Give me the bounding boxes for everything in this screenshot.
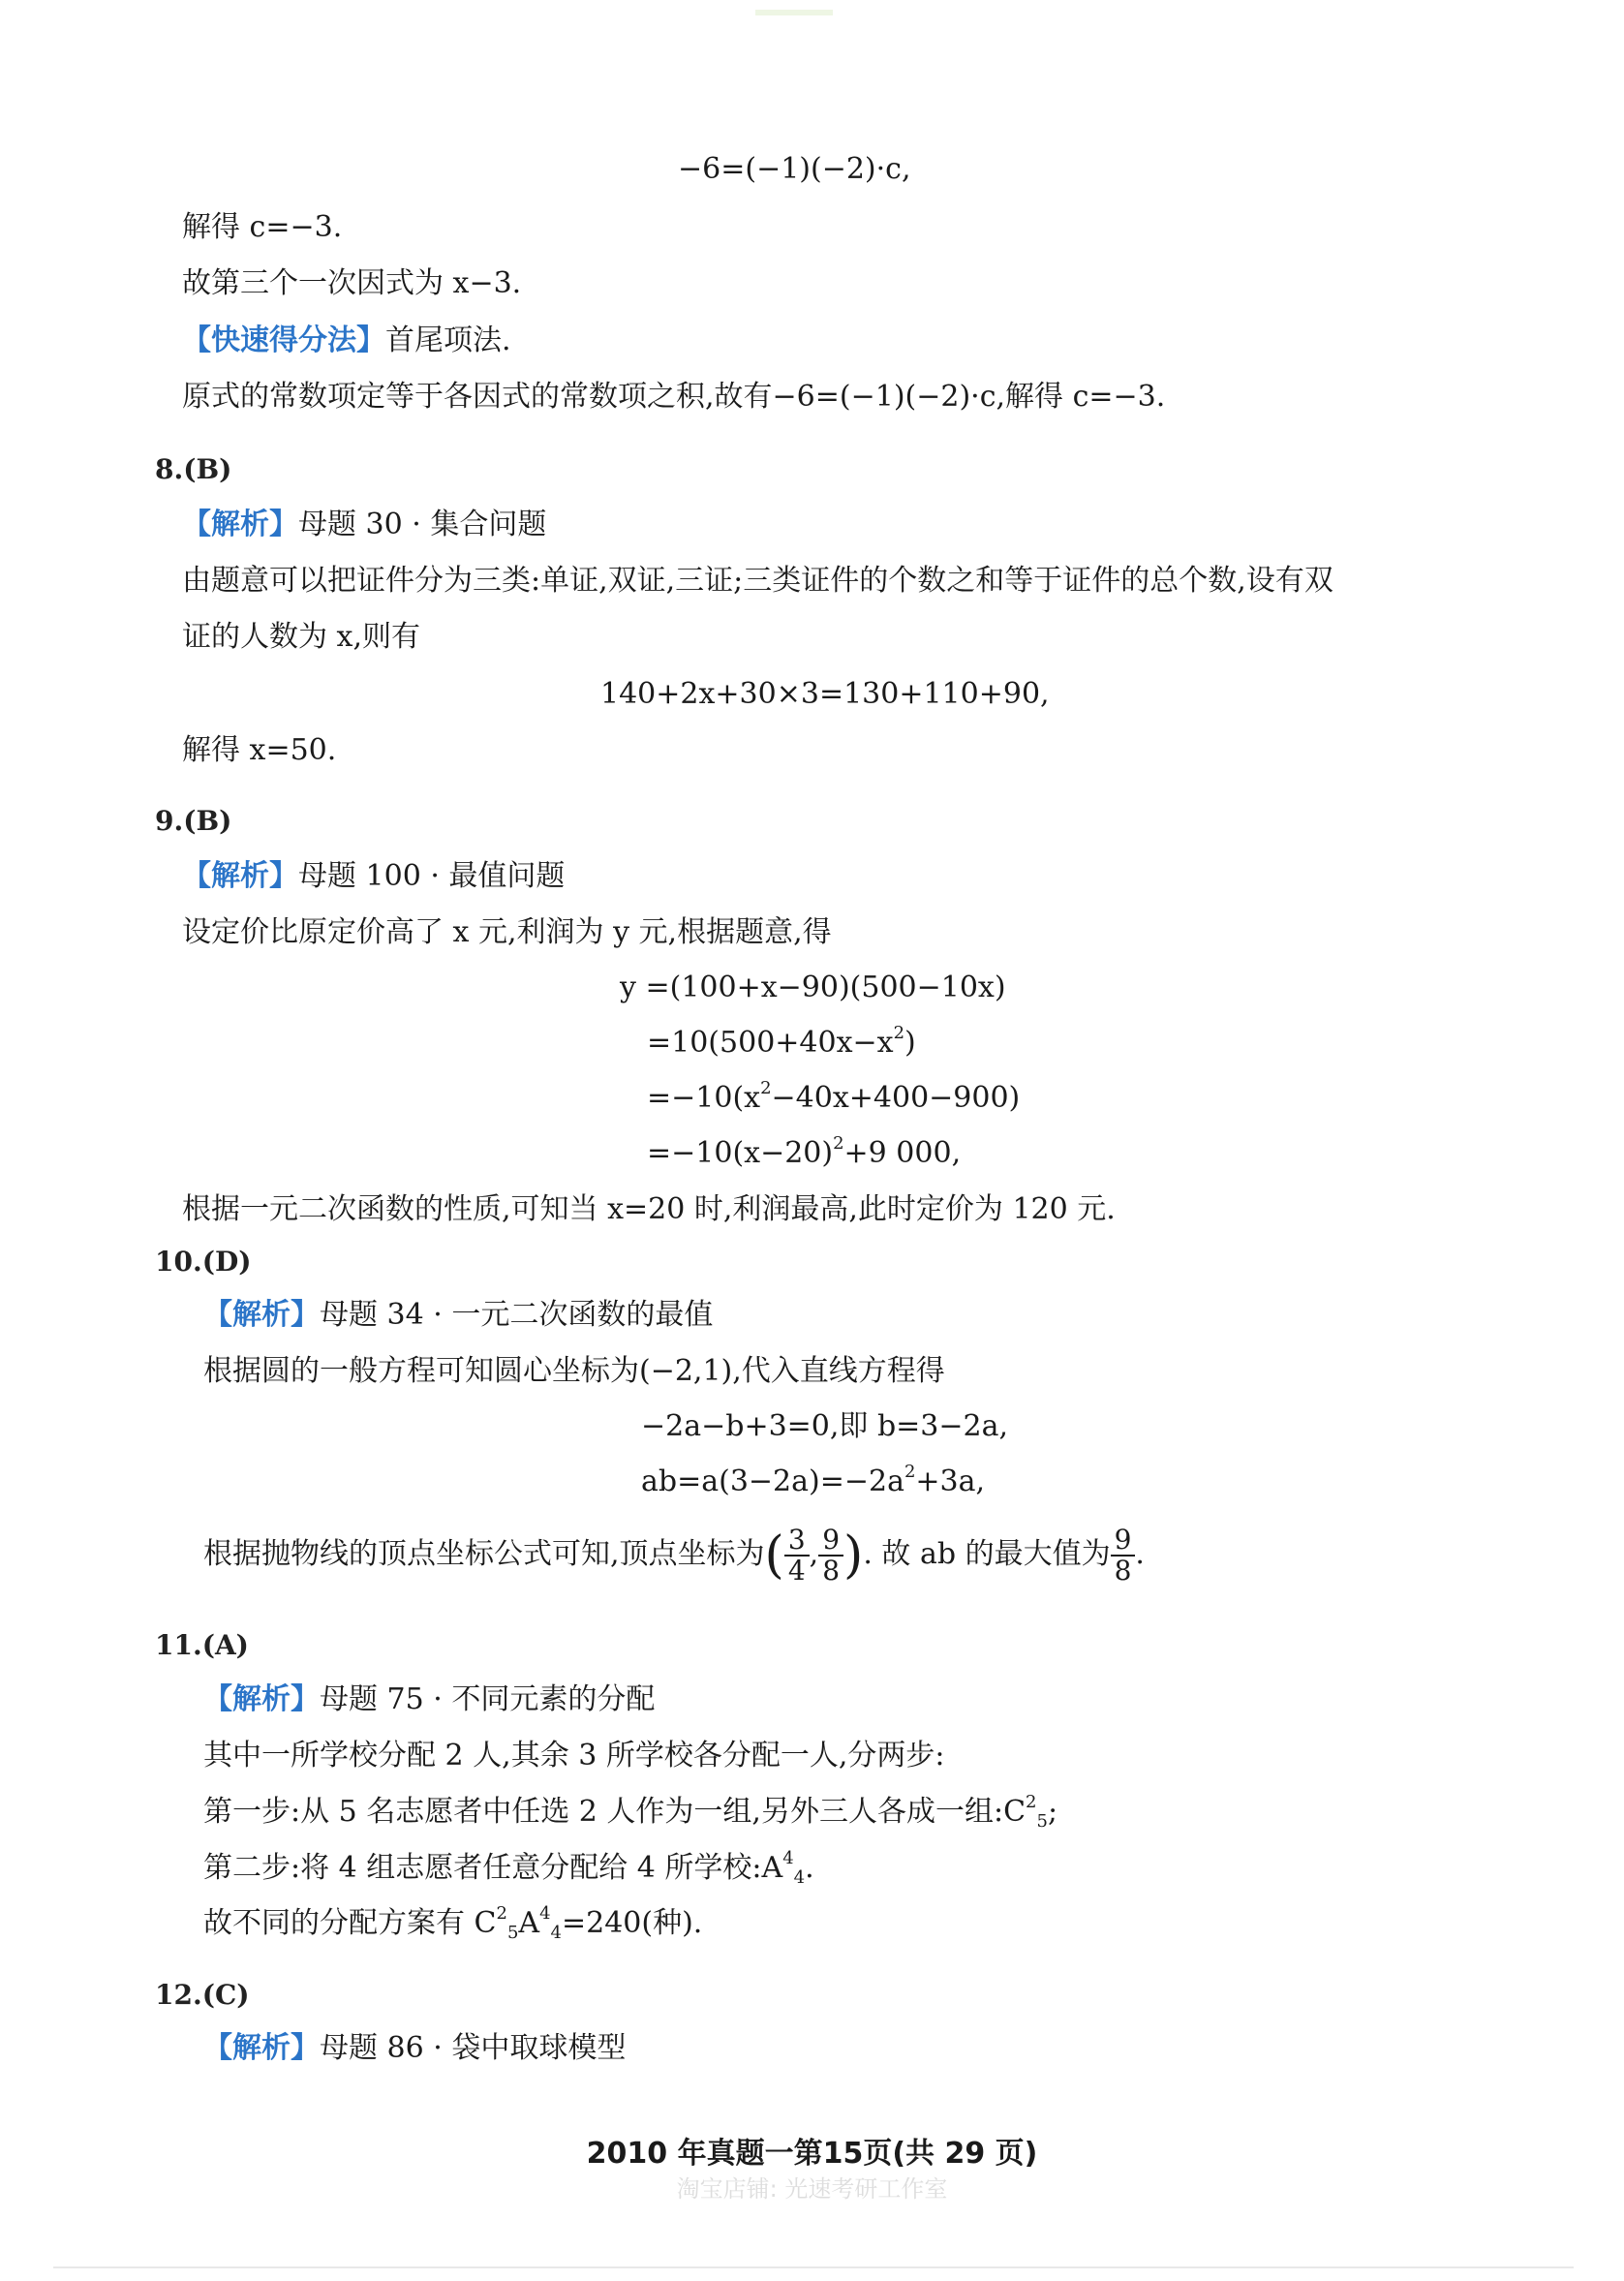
text-part: 根据抛物线的顶点坐标公式可知,顶点坐标为 bbox=[203, 1537, 765, 1571]
fraction bbox=[1111, 1526, 1136, 1586]
eq-part: ) bbox=[904, 1026, 916, 1060]
fraction-denominator: 8 bbox=[1114, 1555, 1132, 1587]
equation-line bbox=[647, 1024, 916, 1063]
text-line: 设定价比原定价高了 x 元,利润为 y 元,根据题意,得 bbox=[182, 915, 832, 949]
analysis-topic: 母题 86 · 袋中取球模型 bbox=[320, 2031, 627, 2065]
eq-exponent: 2 bbox=[893, 1023, 905, 1043]
right-paren: ) bbox=[843, 1526, 864, 1585]
text-line bbox=[203, 1904, 702, 1943]
question-11-answer: 11.(A) bbox=[155, 1629, 249, 1661]
left-paren: ( bbox=[764, 1526, 784, 1585]
text-line: 其中一所学校分配 2 人,其余 3 所学校各分配一人,分两步: bbox=[203, 1739, 945, 1772]
equation-line bbox=[647, 1134, 961, 1173]
text-line: 证的人数为 x,则有 bbox=[182, 620, 420, 654]
analysis-line bbox=[203, 2029, 626, 2068]
text-part: 第一步:从 5 名志愿者中任选 2 人作为一组,另外三人各成一组:C bbox=[203, 1795, 1026, 1829]
question-8-answer: 8.(B) bbox=[155, 453, 232, 485]
text-part: 故不同的分配方案有 C bbox=[203, 1906, 497, 1940]
superscript: 2 bbox=[1026, 1792, 1037, 1812]
fraction bbox=[784, 1526, 810, 1586]
superscript: 4 bbox=[539, 1903, 551, 1924]
text-line: 解得 x=50. bbox=[182, 733, 337, 767]
analysis-line bbox=[182, 506, 546, 544]
superscript: 2 bbox=[496, 1903, 507, 1924]
analysis-tag: 【解析】 bbox=[182, 508, 298, 541]
quick-method-text: 首尾项法. bbox=[385, 324, 511, 357]
text-line: 原式的常数项定等于各因式的常数项之积,故有−6=(−1)(−2)·c,解得 c=−3. bbox=[182, 380, 1166, 414]
text-line: 由题意可以把证件分为三类:单证,双证,三证;三类证件的个数之和等于证件的总个数,设有双 bbox=[182, 564, 1333, 598]
question-10-answer: 10.(D) bbox=[155, 1246, 252, 1278]
text-part: . 故 ab 的最大值为 bbox=[863, 1537, 1111, 1571]
question-9-answer: 9.(B) bbox=[155, 805, 232, 837]
subscript: 5 bbox=[506, 1923, 519, 1943]
eq-exponent: 2 bbox=[760, 1078, 772, 1098]
analysis-tag: 【解析】 bbox=[203, 1682, 320, 1716]
equation-line: 140+2x+30×3=130+110+90, bbox=[600, 677, 1050, 711]
page-footer: 2010 年真题一第15页(共 29 页) bbox=[586, 2137, 1038, 2171]
eq-part: =−10(x bbox=[647, 1081, 761, 1115]
eq-exponent: 2 bbox=[904, 1462, 916, 1482]
fraction-numerator: 3 bbox=[784, 1526, 810, 1557]
text-line-with-fractions bbox=[203, 1521, 1145, 1588]
analysis-line bbox=[203, 1296, 713, 1335]
text-line bbox=[203, 1793, 1057, 1832]
eq-part: =−10(x−20) bbox=[647, 1136, 834, 1170]
quick-method-line bbox=[182, 322, 511, 360]
analysis-tag: 【解析】 bbox=[203, 2031, 320, 2065]
analysis-topic: 母题 34 · 一元二次函数的最值 bbox=[320, 1298, 714, 1332]
analysis-topic: 母题 100 · 最值问题 bbox=[298, 859, 566, 893]
fraction-denominator: 4 bbox=[787, 1555, 806, 1587]
text-line bbox=[203, 1849, 814, 1888]
analysis-line bbox=[182, 857, 565, 896]
fraction-numerator: 9 bbox=[818, 1526, 843, 1557]
analysis-tag: 【解析】 bbox=[203, 1298, 320, 1332]
equation-line bbox=[641, 1463, 985, 1501]
eq-exponent: 2 bbox=[833, 1133, 844, 1154]
comma: , bbox=[809, 1537, 819, 1571]
scan-mark bbox=[755, 10, 833, 15]
text-line: 根据圆的一般方程可知圆心坐标为(−2,1),代入直线方程得 bbox=[203, 1354, 945, 1388]
text-line: 根据一元二次函数的性质,可知当 x=20 时,利润最高,此时定价为 120 元. bbox=[182, 1192, 1116, 1226]
analysis-tag: 【解析】 bbox=[182, 859, 298, 893]
equation-line: −2a−b+3=0,即 b=3−2a, bbox=[641, 1409, 1009, 1443]
subscript: 4 bbox=[550, 1923, 562, 1943]
subscript: 5 bbox=[1036, 1811, 1048, 1832]
bottom-rule bbox=[53, 2266, 1574, 2268]
analysis-topic: 母题 30 · 集合问题 bbox=[298, 508, 547, 541]
text-part: . bbox=[805, 1851, 814, 1885]
eq-part: ab=a(3−2a)=−2a bbox=[641, 1464, 904, 1498]
text-part: A bbox=[518, 1906, 540, 1940]
fraction bbox=[818, 1526, 843, 1586]
analysis-line bbox=[203, 1680, 655, 1719]
watermark: 淘宝店铺: 光速考研工作室 bbox=[676, 2175, 948, 2203]
eq-part: =10(500+40x−x bbox=[647, 1026, 894, 1060]
subscript: 4 bbox=[793, 1867, 806, 1888]
text-part: 第二步:将 4 组志愿者任意分配给 4 所学校:A bbox=[203, 1851, 783, 1885]
eq-part: −40x+400−900) bbox=[771, 1081, 1021, 1115]
fraction-denominator: 8 bbox=[822, 1555, 841, 1587]
text-part: . bbox=[1135, 1537, 1145, 1571]
equation-line bbox=[647, 1079, 1020, 1118]
analysis-topic: 母题 75 · 不同元素的分配 bbox=[320, 1682, 656, 1716]
fraction-numerator: 9 bbox=[1111, 1526, 1136, 1557]
equation-line: y =(100+x−90)(500−10x) bbox=[620, 971, 1006, 1004]
text-line: 解得 c=−3. bbox=[182, 210, 343, 244]
quick-method-tag: 【快速得分法】 bbox=[182, 324, 385, 357]
text-line: 故第三个一次因式为 x−3. bbox=[182, 266, 522, 300]
text-part: =240(种). bbox=[561, 1906, 703, 1940]
eq-part: +9 000, bbox=[843, 1136, 962, 1170]
text-part: ; bbox=[1047, 1795, 1058, 1829]
superscript: 4 bbox=[782, 1848, 794, 1868]
equation-line: −6=(−1)(−2)·c, bbox=[678, 152, 911, 186]
eq-part: +3a, bbox=[915, 1464, 986, 1498]
question-12-answer: 12.(C) bbox=[155, 1979, 250, 2011]
